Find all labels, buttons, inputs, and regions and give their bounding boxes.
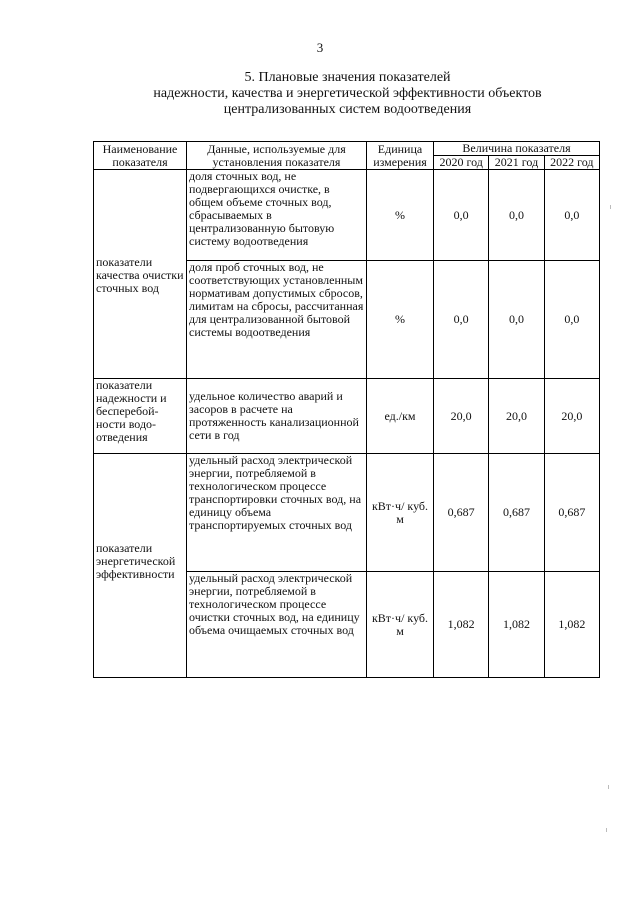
row-value: 0,0 [544,170,599,261]
table-header-row [94,142,600,156]
title-line: централизованных систем водоотведения [223,102,472,117]
row-data: доля сточных вод, не подвергающихся очистке, в общем объеме сточных вод, сбрасываемых в централизованную бытовую систему водоотведения [187,170,367,261]
row-value: 0,0 [544,261,599,379]
page-number: 3 [316,40,324,55]
row-value: 20,0 [489,379,544,454]
title-line: 5. Плановые значения показателей [244,70,451,85]
header-data: Данные, используемые для установления показателя [187,142,367,170]
row-value: 0,0 [489,261,544,379]
scan-mark [606,828,607,832]
row-value: 1,082 [544,572,599,678]
row-value: 1,082 [434,572,489,678]
row-unit: ед./км [367,379,434,454]
row-data: удельный расход электрической энергии, потребляемой в технологическом процессе транспортировки сточных вод, на единицу объема транспортируемых сточных вод [187,454,367,572]
header-year: 2020 год [434,156,489,170]
group-name: показатели надежности и бесперебой- ности водо- отведения [94,379,187,454]
header-year: 2022 год [544,156,599,170]
scan-mark [610,205,611,209]
header-value: Величина показателя [434,142,600,156]
scan-mark [608,785,609,789]
row-value: 20,0 [434,379,489,454]
row-value: 20,0 [544,379,599,454]
header-name: Наименование показателя [94,142,187,170]
group-name: показатели энергетической эффективности [94,454,187,678]
row-value: 0,0 [489,170,544,261]
title-line: надежности, качества и энергетической эффективности объектов [153,86,542,101]
section-title [95,70,600,118]
indicators-table [93,141,600,678]
table-row [94,170,600,261]
header-unit: Единица измерения [367,142,434,170]
table-row [94,379,600,454]
row-value: 0,687 [434,454,489,572]
row-value: 0,687 [544,454,599,572]
row-unit: кВт·ч/ куб. м [367,572,434,678]
header-year: 2021 год [489,156,544,170]
row-unit: кВт·ч/ куб. м [367,454,434,572]
row-data: доля проб сточных вод, не соответствующих установленным нормативам допустимых сбросов, лимитам на сбросы, рассчитанная для централизованной бытовой системы водоотведения [187,261,367,379]
group-name: показатели качества очистки сточных вод [94,170,187,379]
row-unit: % [367,261,434,379]
row-value: 0,0 [434,261,489,379]
row-data: удельное количество аварий и засоров в расчете на протяженность канализационной сети в год [187,379,367,454]
row-value: 0,0 [434,170,489,261]
row-unit: % [367,170,434,261]
table-row [94,454,600,572]
row-data: удельный расход электрической энергии, потребляемой в технологическом процессе очистки сточных вод, на единицу объема очищаемых сточных вод [187,572,367,678]
row-value: 1,082 [489,572,544,678]
row-value: 0,687 [489,454,544,572]
